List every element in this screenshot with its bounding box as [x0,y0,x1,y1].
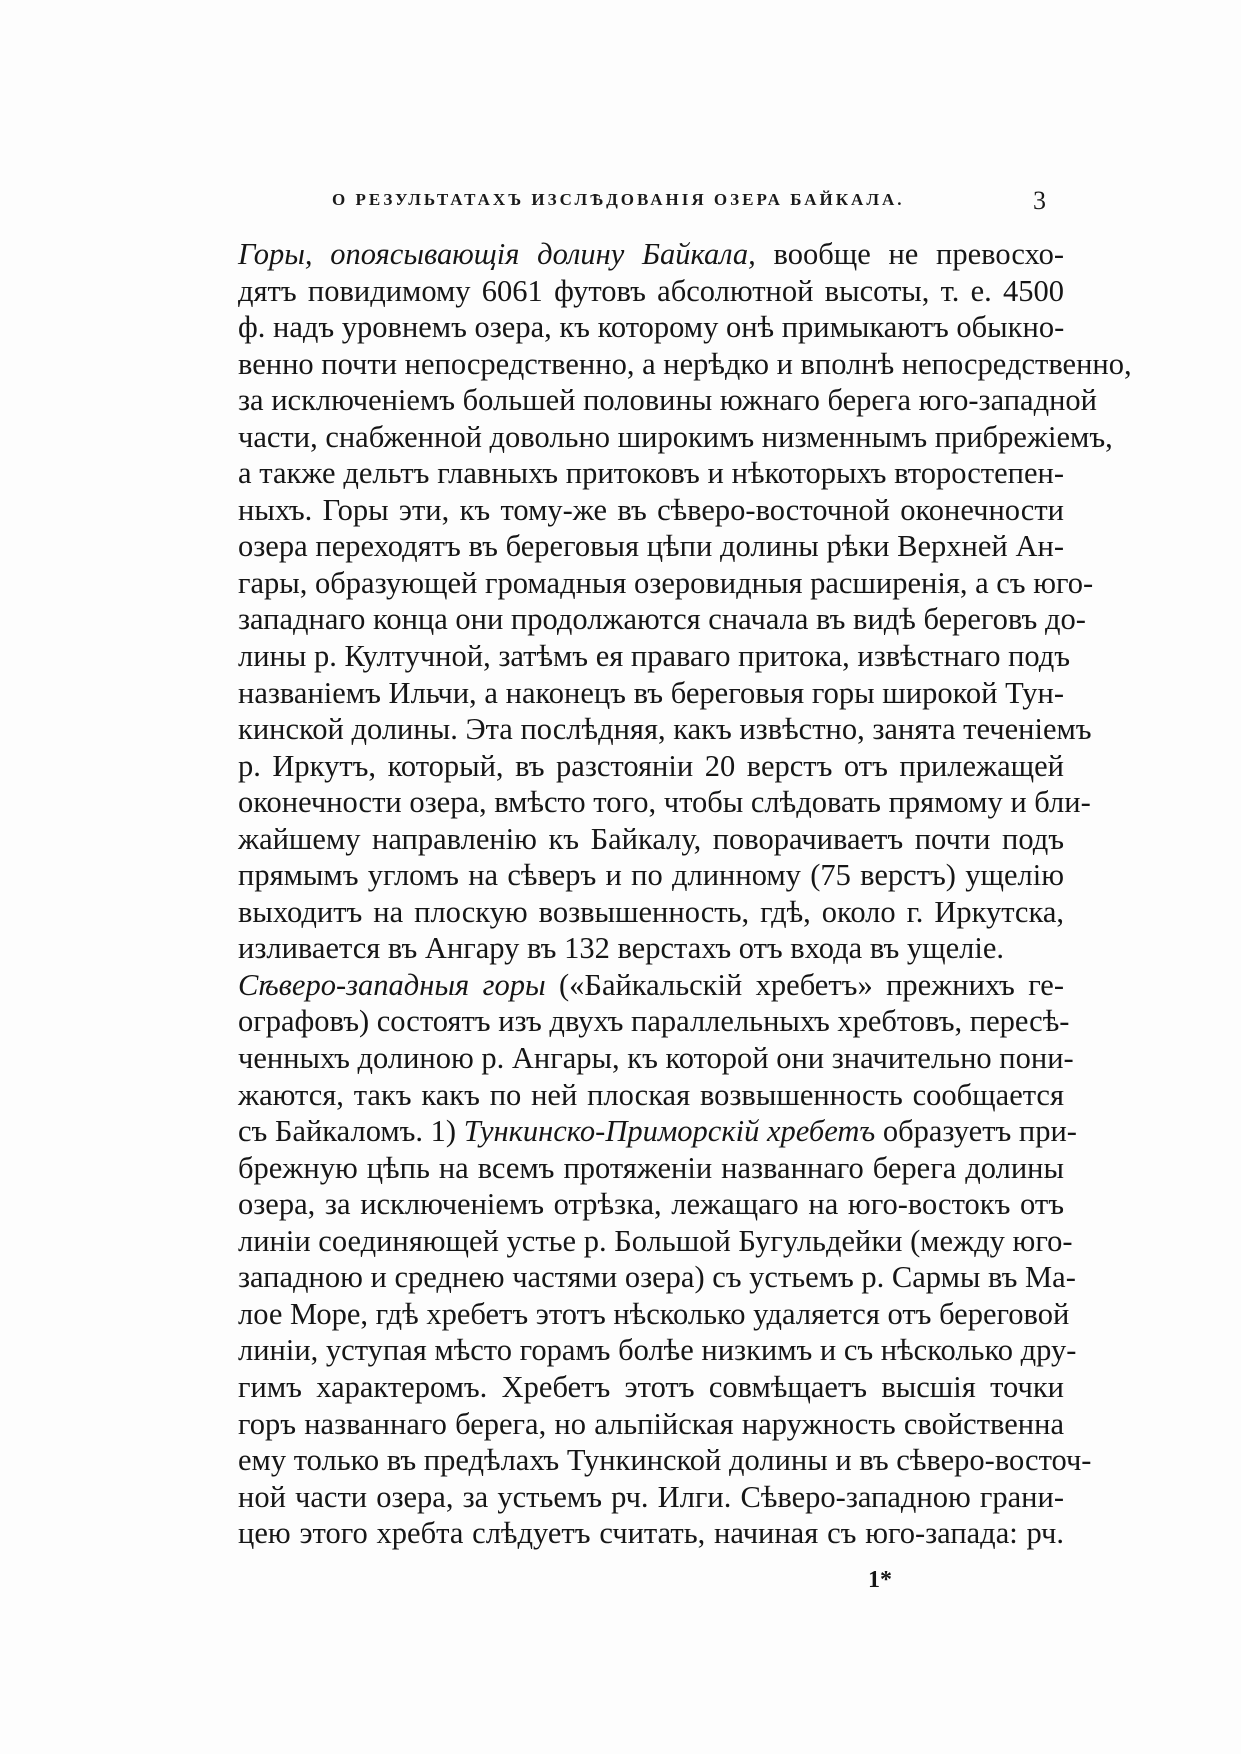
text-line: горъ названнаго берега, но альпійская наружность свойственна [238,1406,1064,1441]
text-run: образуетъ при- [875,1114,1077,1149]
text-line: жайшему направленію къ Байкалу, поворачиваетъ почти подъ [238,821,1064,856]
text-line: р. Иркутъ, который, въ разстояніи 20 верстъ отъ прилежащей [238,748,1064,783]
text-line: западною и среднею частями озера) съ устьемъ р. Сармы въ Ма- [238,1260,1076,1295]
page-header [240,186,1060,222]
text-line: гимъ характеромъ. Хребетъ этотъ совмѣщаетъ высшія точки [238,1369,1064,1404]
text-line: венно почти непосредственно, а нерѣдко и вполнѣ непосредственно, [238,346,1132,381]
text-line: кинской долины. Эта послѣдняя, какъ извѣстно, занята теченіемъ [238,712,1092,747]
text-run: («Байкальскій хребетъ» прежнихъ ге- [545,967,1064,1002]
text-line: ченныхъ долиною р. Ангары, къ которой они значительно пони- [238,1041,1074,1076]
text-line: ф. надъ уровнемъ озера, къ которому онѣ примыкаютъ обыкно- [238,310,1065,345]
text-line: части, снабженной довольно широкимъ низменнымъ прибрежіемъ, [238,419,1113,454]
text-line: дятъ повидимому 6061 футовъ абсолютной высоты, т. е. 4500 [238,273,1064,308]
text-line: изливается въ Ангару въ 132 верстахъ отъ входа въ ущеліе. [238,931,1004,966]
text-line: ныхъ. Горы эти, къ тому-же въ сѣверо-восточной оконечности [238,492,1064,527]
italic-term: Горы, опоясывающія долину Байкала, [238,237,756,271]
text-line: озера, за исключеніемъ отрѣзка, лежащаго на юго-востокъ отъ [238,1187,1064,1222]
body-text [238,236,1132,1552]
text-line: ной части озера, за устьемъ рч. Илги. Сѣверо-западною грани- [238,1479,1064,1514]
text-line: лое Море, гдѣ хребетъ этотъ нѣсколько удаляется отъ береговой [238,1296,1070,1331]
italic-term: Сѣверо-западныя горы [238,967,546,1002]
text-line: цею этого хребта слѣдуетъ считать, начиная съ юго-запада: рч. [238,1516,1064,1551]
text-line: лины р. Култучной, затѣмъ ея праваго притока, извѣстнаго подъ [238,639,1071,674]
text-line: названіемъ Ильчи, а наконецъ въ береговыя горы широкой Тун- [238,675,1064,710]
paragraph-mountains-surrounding [238,236,1132,967]
text-line: озера переходятъ въ береговыя цѣпи долины рѣки Верхней Ан- [238,529,1064,564]
text-run: съ Байкаломъ. 1) [238,1114,464,1149]
text-line: а также дельтъ главныхъ притоковъ и нѣкоторыхъ второстепен- [238,456,1064,491]
text-line: гары, образующей громадныя озеровидныя расширенія, а съ юго- [238,565,1094,600]
text-line: ему только въ предѣлахъ Тункинской долины и въ сѣверо-восточ- [238,1443,1092,1478]
italic-term: Тункинско-Приморскій хребетъ [463,1114,876,1149]
text-line: западнаго конца они продолжаются сначала въ видѣ береговъ до- [238,602,1086,637]
text-line: брежную цѣпь на всемъ протяженіи названнаго берега долины [238,1150,1064,1185]
text-line: жаются, такъ какъ по ней плоская возвышенность сообщается [238,1077,1064,1112]
text-line [238,1113,1077,1150]
signature-mark: 1* [868,1567,892,1593]
page-number: 3 [1033,186,1046,215]
text-line: выходитъ на плоскую возвышенность, гдѣ, около г. Иркутска, [238,894,1064,929]
text-line: линіи соединяющей устье р. Большой Бугульдейки (между юго- [238,1223,1073,1258]
text-line: прямымъ угломъ на сѣверъ и по длинному (75 верстъ) ущелію [238,858,1064,893]
running-title: О РЕЗУЛЬТАТАХЪ ИЗСЛѢДОВАНІЯ ОЗЕРА БАЙКАЛА. [332,190,905,209]
text-line: ографовъ) состоятъ изъ двухъ параллельныхъ хребтовъ, пересѣ- [238,1004,1070,1039]
text-line: за исключеніемъ большей половины южнаго берега юго-западной [238,383,1098,418]
text-run: вообще не превосхо- [755,237,1064,271]
text-line [238,236,1064,273]
text-line: линіи, уступая мѣсто горамъ болѣе низкимъ и съ нѣсколько дру- [238,1333,1077,1368]
paragraph-northwest-mountains [238,967,1092,1552]
text-line: оконечности озера, вмѣсто того, чтобы слѣдовать прямому и бли- [238,785,1091,820]
text-line [238,967,1064,1004]
